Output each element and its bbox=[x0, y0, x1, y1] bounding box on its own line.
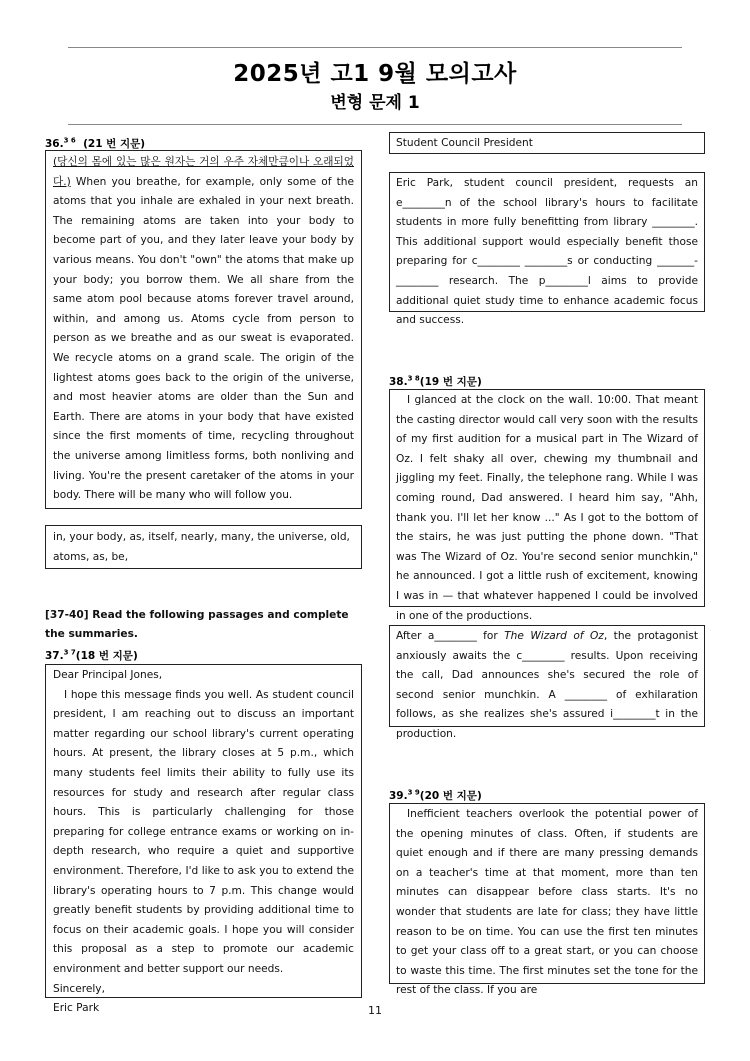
q37-signature: Eric Park bbox=[53, 1002, 100, 1015]
q36-passage-text: When you breathe, for example, only some of the atoms that you inhale are exhaled in your next breath. The remaining atoms are taken into your body to become part of you, and they later leave your body by various means. You don't "own" the atoms that make up your body; you borrow them. We all share from the same atom pool because atoms forever travel around, within, and among us. Atoms cycle from person to person as we breathe and as our sweat is evaporated. We recycle atoms on a grand scale. The origin of the lightest atoms goes back to the origin of the universe, and most heavier atoms are older than the Sun and Earth. There are atoms in your body that have existed since the first moments of time, recycling throughout the universe among limitless forms, both nonliving and living. You're the present caretaker of the atoms in your body. There will be many who will follow you. bbox=[53, 175, 354, 502]
q38-passage: I glanced at the clock on the wall. 10:00. That meant the casting director would call very soon with the results of my first audition for a musical part in The Wizard of Oz. I felt shaky all over, chewing my thumbnail and jiggling my feet. Finally, the telephone rang. While I was coming round, Dad answered. I heard him say, "Ahh, thank you. I'll let her know ..." As I got to the bottom of the stairs, he was just putting the phone down. "That was The Wizard of Oz. You're second senior munchkin," he announced. I got a little rush of excitement, knowing I was in — that whatever happened I could be involved in one of the productions. bbox=[396, 394, 698, 622]
q37-source: (18 번 지문) bbox=[75, 650, 138, 662]
q36-passage bbox=[53, 153, 354, 506]
q36-underlined-korean: (당신의 몸에 있는 많은 원자는 거의 우주 자체만큼이나 오래되었다.) bbox=[53, 156, 354, 188]
q37-signer-title: Student Council President bbox=[396, 137, 533, 149]
q38-source: (19 번 지문) bbox=[419, 376, 482, 388]
q37-summary: Eric Park, student council president, requests an e________n of the school library's hours to facilitate students in more fully benefitting from library ________. This additional support would especially benefit those preparing for c________ ________s or conducting _______-________ research. The p________l aims to provide additional quiet study time to enhance academic focus and success. bbox=[396, 177, 698, 327]
q36-wordbank: in, your body, as, itself, nearly, many, the universe, old, atoms, as, be, bbox=[53, 531, 350, 563]
q36-wordbank-box bbox=[45, 525, 362, 569]
q39-source: (20 번 지문) bbox=[419, 790, 482, 802]
q39-number: 39. bbox=[389, 790, 408, 802]
q38-heading bbox=[389, 374, 482, 389]
q39-heading bbox=[389, 788, 482, 803]
q38-passage-box bbox=[389, 389, 705, 622]
q37-salutation: Dear Principal Jones, bbox=[53, 669, 163, 681]
q37-closing: Sincerely, bbox=[53, 982, 105, 995]
q38-number: 38. bbox=[389, 376, 408, 388]
header-bottom-rule bbox=[68, 124, 682, 125]
q36-number: 36. bbox=[45, 138, 64, 150]
q38-summary-part1: After a________ for bbox=[396, 630, 505, 642]
q37-letter-box bbox=[45, 664, 362, 1015]
page-title: 2025년 고1 9월 모의고사 bbox=[233, 61, 517, 87]
q37-summary-box bbox=[389, 172, 705, 327]
page-number: 11 bbox=[368, 1004, 382, 1017]
q38-summary-title: The Wizard of Oz bbox=[504, 630, 604, 642]
page-subtitle: 변형 문제 1 bbox=[330, 93, 420, 113]
q37-heading bbox=[45, 648, 138, 663]
q37-title-box bbox=[389, 132, 705, 154]
q37-number: 37. bbox=[45, 650, 64, 662]
q36-heading bbox=[45, 136, 145, 151]
q38-summary bbox=[396, 627, 698, 745]
q38-summary-part2: , the protagonist anxiously awaits the c________ results. Upon receiving the call, Dad announces she's secured the role of second senior munchkin. A ________ of exhilaration follows, as she realizes she's assured i________t in the production. bbox=[396, 630, 698, 740]
q36-source: (21 번 지문) bbox=[83, 138, 146, 150]
q38-superscript: 3 8 bbox=[407, 374, 420, 383]
header-top-rule bbox=[68, 47, 682, 48]
q39-superscript: 3 9 bbox=[407, 788, 420, 797]
q37-letter bbox=[53, 666, 354, 1019]
q38-summary-box bbox=[389, 625, 705, 740]
q39-passage: Inefficient teachers overlook the potential power of the opening minutes of class. Often, if students are quiet enough and if there are many pressing demands on a teacher's time at that moment, more than ten minutes can disappear before class starts. It's no wonder that students are late for class; they have little reason to be on time. You can use the first ten minutes to get your class off to a great start, or you can choose to waste this time. The first minutes set the tone for the rest of the class. If you are bbox=[396, 808, 698, 997]
q39-passage-box bbox=[389, 803, 705, 997]
instructions-37-40: [37-40] Read the following passages and complete the summaries. bbox=[45, 609, 349, 640]
q37-superscript: 3 7 bbox=[63, 648, 76, 657]
q36-passage-box bbox=[45, 150, 362, 509]
q36-superscript: 3 6 bbox=[63, 136, 76, 145]
q37-letter-body: I hope this message finds you well. As student council president, I am reaching out to discuss an important matter regarding our school library's current operating hours. At present, the library closes at 5 p.m., which many students feel limits their ability to fully use its resources for study and research after regular class hours. This is particularly challenging for those preparing for college entrance exams or working on in-depth research, who require a quiet and supportive environment. Therefore, I'd like to ask you to extend the library's operating hours to 7 p.m. This change would greatly benefit students by providing additional time to focus on their academic goals. I hope you will consider this proposal as a step to promote our academic environment and better support our needs. bbox=[53, 688, 354, 975]
